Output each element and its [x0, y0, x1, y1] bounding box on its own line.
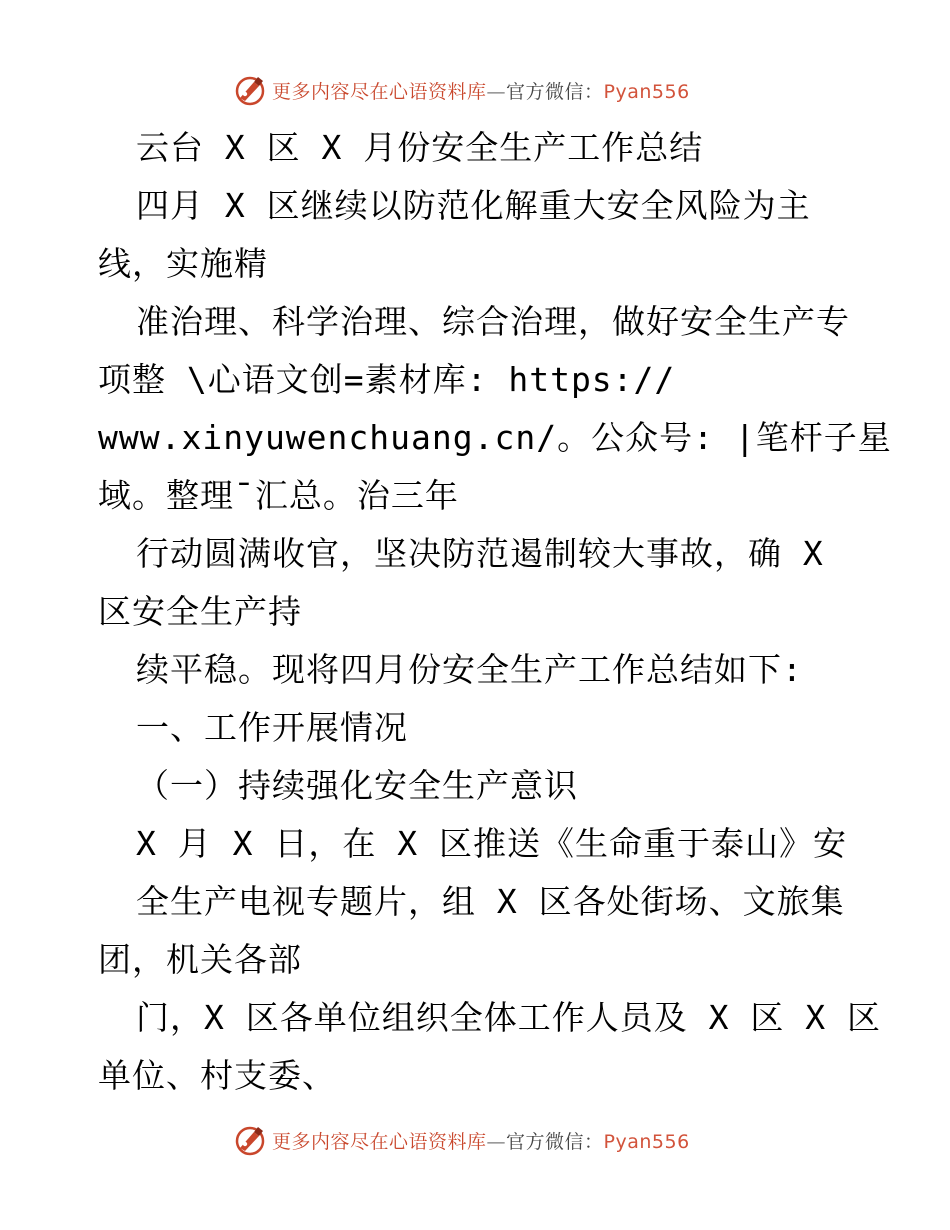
paragraph-line: 门，X 区各单位组织全体工作人员及 X 区 X 区: [136, 998, 881, 1037]
watermark-wechat-id: Pyan556: [603, 81, 690, 103]
doc-title: 云台 X 区 X 月份安全生产工作总结: [136, 128, 704, 167]
watermark-text: [272, 1127, 690, 1154]
watermark-banner-bottom: [0, 1118, 950, 1162]
watermark-banner-top: [0, 68, 950, 112]
watermark-main: 更多内容尽在心语资料库: [272, 81, 487, 103]
pen-circle-logo-icon: [232, 1122, 268, 1158]
paragraph-line: 区安全生产持: [98, 592, 302, 631]
paragraph-line: 域。整理¯汇总。治三年: [98, 476, 459, 515]
paragraph-line: X 月 X 日，在 X 区推送《生命重于泰山》安: [136, 824, 847, 863]
subsection-heading: （一）持续强化安全生产意识: [136, 766, 578, 805]
watermark-wechat-id: Pyan556: [603, 1131, 690, 1153]
paragraph-line: 续平稳。现将四月份安全生产工作总结如下:: [136, 650, 803, 689]
paragraph-line: 全生产电视专题片，组 X 区各处街场、文旅集: [136, 882, 845, 921]
watermark-tail: 官方微信：: [506, 81, 604, 103]
watermark-separator: —: [486, 1131, 507, 1153]
section-heading: 一、工作开展情况: [136, 708, 408, 747]
paragraph-line: 四月 X 区继续以防范化解重大安全风险为主: [136, 186, 811, 225]
watermark-main: 更多内容尽在心语资料库: [272, 1131, 487, 1153]
watermark-separator: —: [486, 81, 507, 103]
paragraph-line: 行动圆满收官，坚决防范遏制较大事故，确 X: [136, 534, 824, 573]
paragraph-line: 准治理、科学治理、综合治理，做好安全生产专: [136, 302, 850, 341]
paragraph-line: www.xinyuwenchuang.cn/。公众号: |笔杆子星: [98, 418, 892, 457]
paragraph-line: 团，机关各部: [98, 940, 302, 979]
watermark-tail: 官方微信：: [506, 1131, 604, 1153]
paragraph-line: 单位、村支委、: [98, 1056, 336, 1095]
paragraph-line: 线，实施精: [98, 244, 268, 283]
paragraph-line: 项整 \心语文创=素材库: https://: [98, 360, 676, 399]
watermark-text: [272, 77, 690, 104]
pen-circle-logo-icon: [232, 72, 268, 108]
